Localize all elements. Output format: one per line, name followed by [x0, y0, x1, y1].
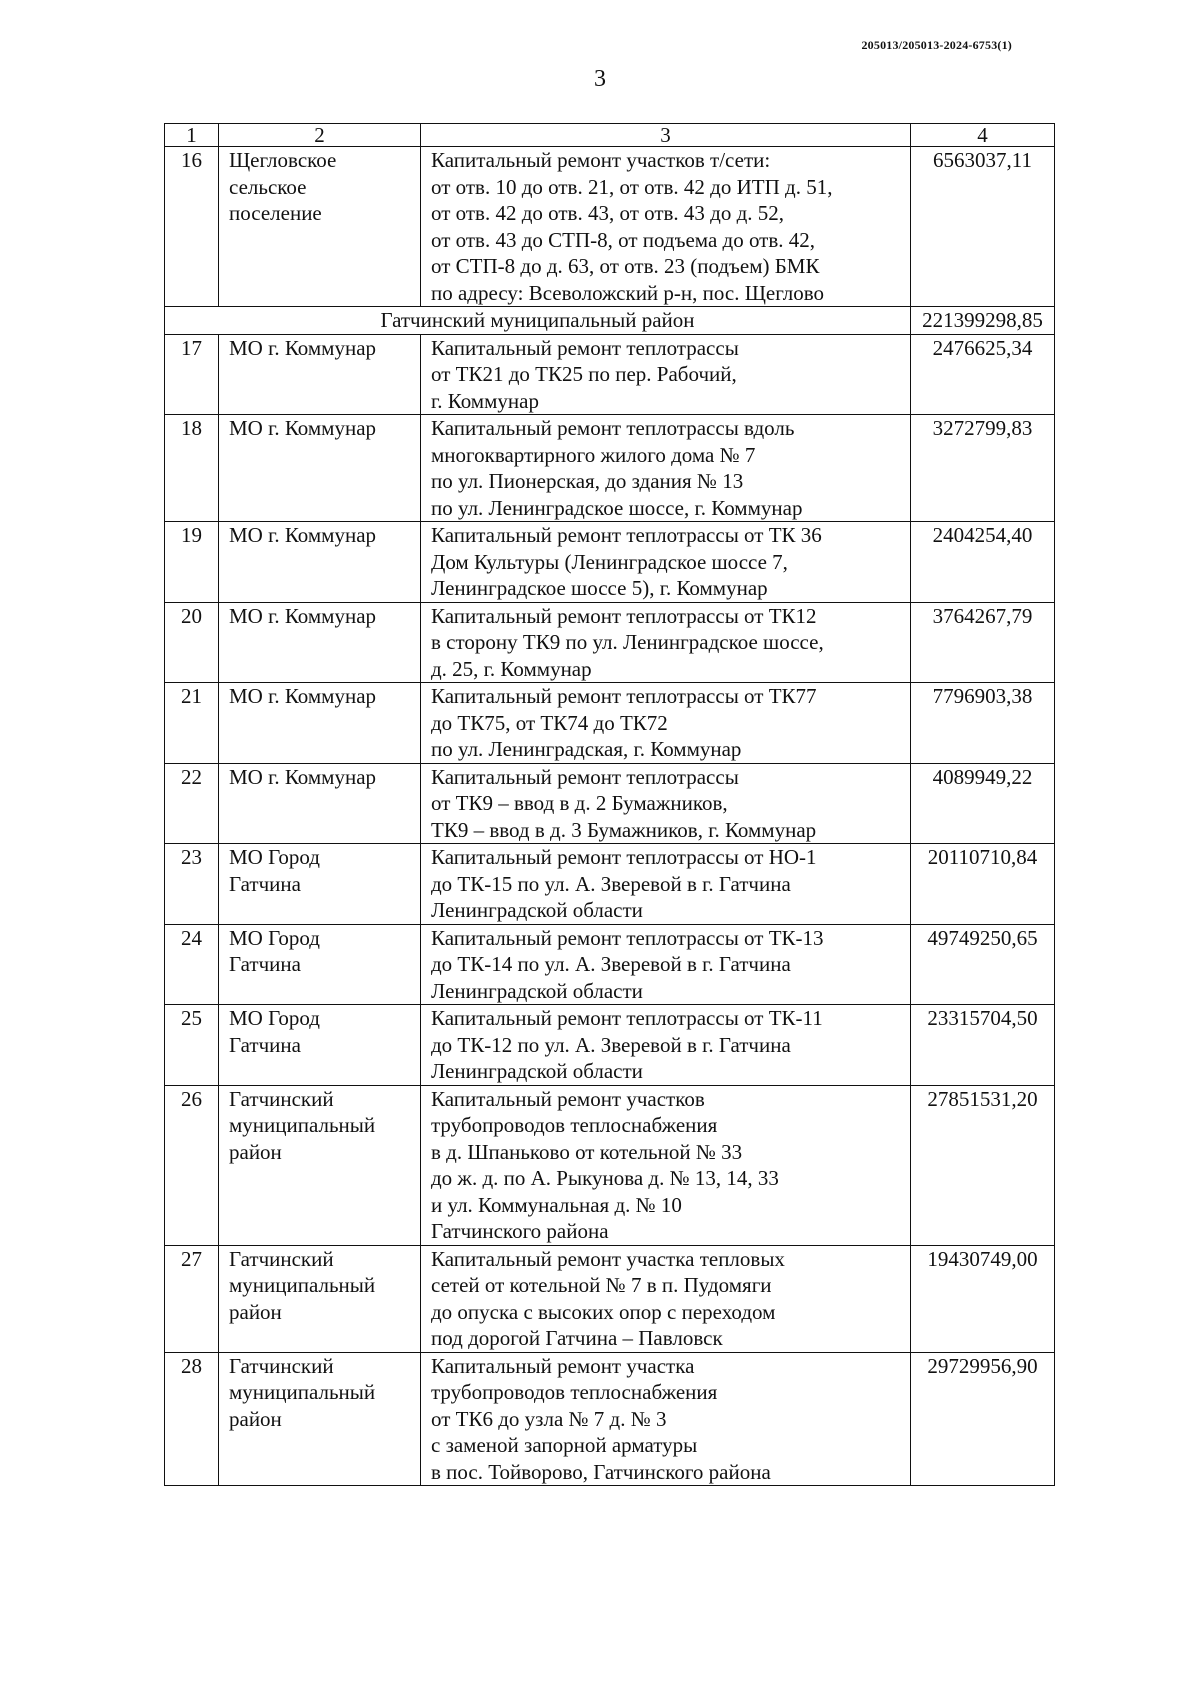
description-cell: Капитальный ремонт теплотрассы от ТК77 до ТК75, от ТК74 до ТК72 по ул. Ленинградская, г. Коммунар	[421, 683, 911, 764]
municipality-cell: МО г. Коммунар	[219, 522, 421, 603]
column-number: 1	[165, 124, 219, 147]
row-number: 19	[165, 522, 219, 603]
description-cell: Капитальный ремонт участка трубопроводов теплоснабжения от ТК6 до узла № 7 д. № 3 с заменой запорной арматуры в пос. Тойворово, Гатчинского района	[421, 1352, 911, 1486]
column-number: 2	[219, 124, 421, 147]
document-id: 205013/205013-2024-6753(1)	[861, 38, 1012, 52]
row-number: 21	[165, 683, 219, 764]
municipality-cell: МО г. Коммунар	[219, 415, 421, 522]
description-cell: Капитальный ремонт теплотрассы от НО-1 до ТК-15 по ул. А. Зверевой в г. Гатчина Ленинградской области	[421, 844, 911, 925]
amount-cell: 4089949,22	[911, 763, 1055, 844]
row-number: 28	[165, 1352, 219, 1486]
row-number: 23	[165, 844, 219, 925]
description-cell: Капитальный ремонт теплотрассы от ТК-13 до ТК-14 по ул. А. Зверевой в г. Гатчина Ленинградской области	[421, 924, 911, 1005]
table-row	[165, 147, 1055, 307]
table-row	[165, 415, 1055, 522]
description-cell: Капитальный ремонт теплотрассы от ТК-11 до ТК-12 по ул. А. Зверевой в г. Гатчина Ленинградской области	[421, 1005, 911, 1086]
repair-table	[164, 123, 1055, 1486]
row-number: 27	[165, 1245, 219, 1352]
description-cell: Капитальный ремонт теплотрассы от ТК9 – ввод в д. 2 Бумажников, ТК9 – ввод в д. 3 Бумажников, г. Коммунар	[421, 763, 911, 844]
table-row	[165, 522, 1055, 603]
amount-cell: 23315704,50	[911, 1005, 1055, 1086]
municipality-cell: Гатчинский муниципальный район	[219, 1245, 421, 1352]
description-cell: Капитальный ремонт участков трубопроводов теплоснабжения в д. Шпаньково от котельной № 33 до ж. д. по А. Рыкунова д. № 13, 14, 33 и ул. Коммунальная д. № 10 Гатчинского района	[421, 1085, 911, 1245]
amount-cell: 49749250,65	[911, 924, 1055, 1005]
table-row	[165, 763, 1055, 844]
amount-cell: 6563037,11	[911, 147, 1055, 307]
municipality-cell: МО г. Коммунар	[219, 334, 421, 415]
row-number: 24	[165, 924, 219, 1005]
table-row	[165, 1085, 1055, 1245]
municipality-cell: Гатчинский муниципальный район	[219, 1352, 421, 1486]
amount-cell: 7796903,38	[911, 683, 1055, 764]
row-number: 25	[165, 1005, 219, 1086]
section-amount: 221399298,85	[911, 307, 1055, 335]
amount-cell: 2404254,40	[911, 522, 1055, 603]
column-number: 4	[911, 124, 1055, 147]
description-cell: Капитальный ремонт теплотрассы вдоль многоквартирного жилого дома № 7 по ул. Пионерская, до здания № 13 по ул. Ленинградское шоссе, г. Коммунар	[421, 415, 911, 522]
amount-cell: 19430749,00	[911, 1245, 1055, 1352]
municipality-cell: МО Город Гатчина	[219, 924, 421, 1005]
column-number: 3	[421, 124, 911, 147]
table-row	[165, 1245, 1055, 1352]
table-row	[165, 683, 1055, 764]
municipality-cell: Гатчинский муниципальный район	[219, 1085, 421, 1245]
amount-cell: 3764267,79	[911, 602, 1055, 683]
municipality-cell: МО г. Коммунар	[219, 763, 421, 844]
row-number: 22	[165, 763, 219, 844]
row-number: 16	[165, 147, 219, 307]
amount-cell: 2476625,34	[911, 334, 1055, 415]
table-row	[165, 844, 1055, 925]
table-row	[165, 334, 1055, 415]
page-number: 3	[594, 66, 606, 92]
description-cell: Капитальный ремонт участка тепловых сетей от котельной № 7 в п. Пудомяги до опуска с высоких опор с переходом под дорогой Гатчина – Павловск	[421, 1245, 911, 1352]
table-row	[165, 1352, 1055, 1486]
municipality-cell: МО г. Коммунар	[219, 683, 421, 764]
row-number: 20	[165, 602, 219, 683]
municipality-cell: МО г. Коммунар	[219, 602, 421, 683]
municipality-cell: МО Город Гатчина	[219, 844, 421, 925]
section-title: Гатчинский муниципальный район	[165, 307, 911, 335]
description-cell: Капитальный ремонт теплотрассы от ТК 36 Дом Культуры (Ленинградское шоссе 7, Ленинградское шоссе 5), г. Коммунар	[421, 522, 911, 603]
amount-cell: 29729956,90	[911, 1352, 1055, 1486]
column-number-row	[165, 124, 1055, 147]
row-number: 17	[165, 334, 219, 415]
table-row	[165, 1005, 1055, 1086]
table-row	[165, 602, 1055, 683]
amount-cell: 20110710,84	[911, 844, 1055, 925]
amount-cell: 27851531,20	[911, 1085, 1055, 1245]
table-row	[165, 924, 1055, 1005]
description-cell: Капитальный ремонт теплотрассы от ТК21 до ТК25 по пер. Рабочий, г. Коммунар	[421, 334, 911, 415]
section-row	[165, 307, 1055, 335]
row-number: 18	[165, 415, 219, 522]
municipality-cell: МО Город Гатчина	[219, 1005, 421, 1086]
description-cell: Капитальный ремонт участков т/сети: от отв. 10 до отв. 21, от отв. 42 до ИТП д. 51, от отв. 42 до отв. 43, от отв. 43 до д. 52, от отв. 43 до СТП-8, от подъема до отв. 42, от СТП-8 до д. 63, от отв. 23 (подъем) БМК по адресу: Всеволожский р-н, пос. Щеглово	[421, 147, 911, 307]
municipality-cell: Щегловское сельское поселение	[219, 147, 421, 307]
amount-cell: 3272799,83	[911, 415, 1055, 522]
description-cell: Капитальный ремонт теплотрассы от ТК12 в сторону ТК9 по ул. Ленинградское шоссе, д. 25, г. Коммунар	[421, 602, 911, 683]
row-number: 26	[165, 1085, 219, 1245]
